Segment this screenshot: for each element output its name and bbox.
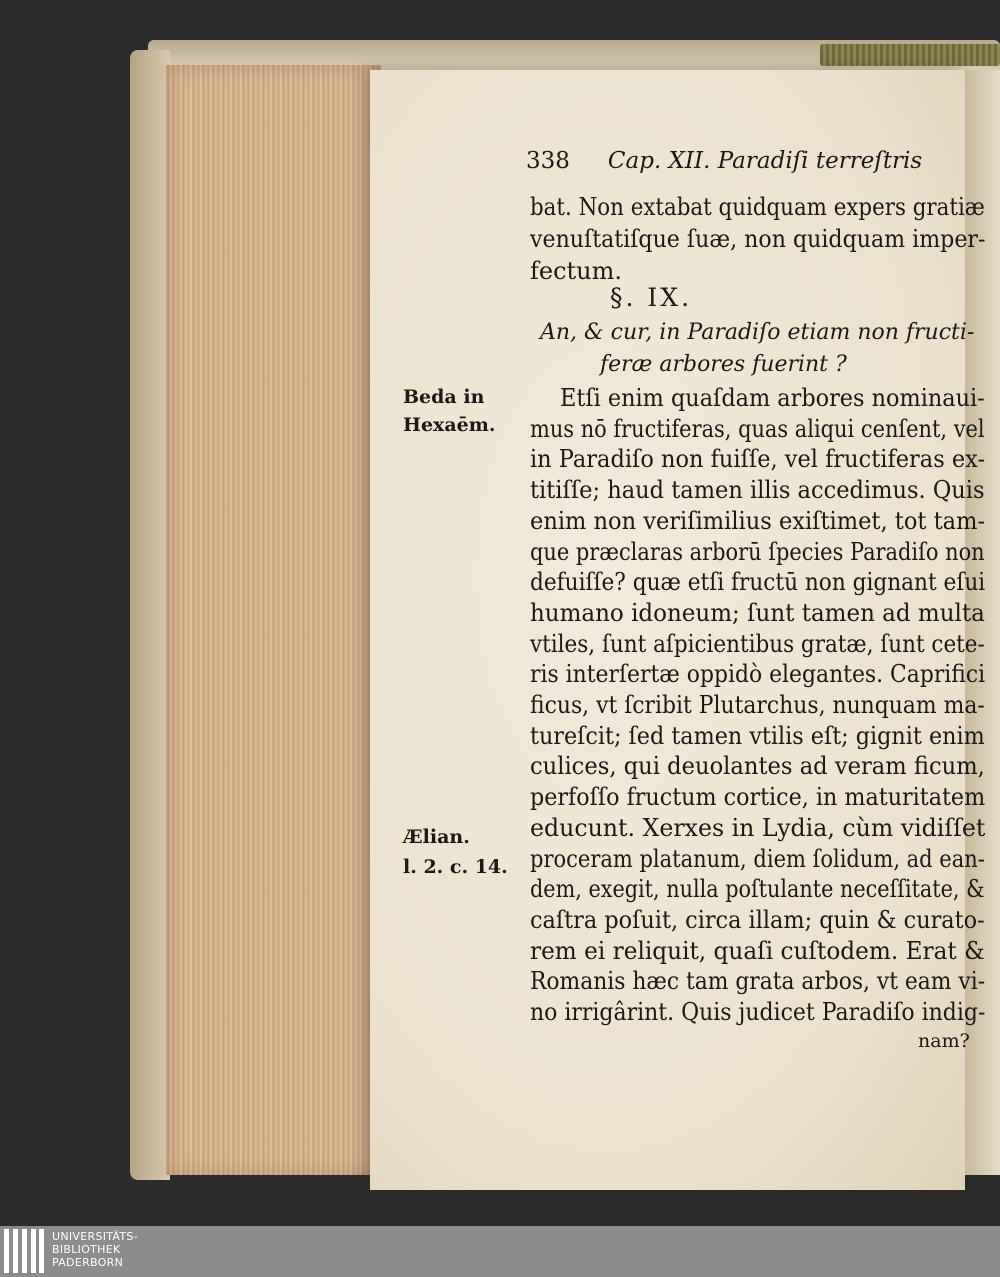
library-footer: [0, 1226, 1000, 1277]
bookmark-ribbon: [820, 44, 1000, 66]
book-cover-spine: [130, 50, 170, 1180]
text-line: proceram platanum, diem ſolidum, ad ean-: [530, 844, 985, 873]
running-header: [526, 148, 922, 174]
text-line: ficus, vt ſcribit Plutarchus, nunquam ma-: [530, 691, 985, 719]
text-line: fectum.: [530, 257, 623, 285]
text-line: in Paradiſo non fuiſſe, vel fructiferas ex-: [530, 445, 986, 474]
text-line: mus nō fructiferas, quas aliqui cenſent, vel: [530, 414, 985, 443]
section-question-line: An, & cur, in Paradiſo etiam non fructi-: [540, 320, 975, 345]
library-logo-icon: [4, 1229, 44, 1273]
library-name-line: PADERBORN: [52, 1256, 124, 1269]
text-line: dem, exegit, nulla poſtulante neceſſitate, &: [530, 875, 985, 904]
text-line: rem ei reliquit, quaſi cuſtodem. Erat &: [530, 936, 985, 965]
marginal-note: Beda in: [403, 386, 485, 408]
marginal-note: Ælian.: [403, 826, 470, 848]
marginal-note: l. 2. c. 14.: [403, 856, 508, 878]
text-line: venuſtatiſque ſuæ, non quidquam imper-: [530, 225, 986, 253]
text-line: que præclaras arborū ſpecies Paradiſo non: [530, 537, 985, 566]
text-line: caſtra poſuit, circa illam; quin & curato-: [530, 905, 985, 934]
text-line: Romanis hæc tam grata arbos, vt eam vi-: [530, 967, 986, 996]
text-line: vtiles, ſunt aſpicientibus gratæ, ſunt cete-: [530, 629, 985, 658]
page-number: 338: [526, 148, 570, 174]
library-name-line: UNIVERSITÄTS-: [52, 1230, 138, 1243]
text-line: educunt. Xerxes in Lydia, cùm vidiſſet: [530, 813, 986, 842]
text-line: no irrigârint. Quis judicet Paradiſo indig-: [530, 998, 986, 1026]
text-line: tureſcit; ſed tamen vtilis eſt; gignit enim: [530, 721, 985, 750]
library-name-line: BIBLIOTHEK: [52, 1243, 121, 1256]
section-heading: §. IX.: [610, 283, 693, 312]
text-line: titiſſe; haud tamen illis accedimus. Quis: [530, 476, 985, 505]
text-line: humano idoneum; ſunt tamen ad multa: [530, 598, 985, 627]
library-name: [52, 1230, 138, 1269]
text-line: culices, qui deuolantes ad veram ficum,: [530, 752, 985, 781]
catchword: nam?: [918, 1030, 970, 1052]
section-question-line: feræ arbores fuerint ?: [600, 352, 847, 377]
running-title: Cap. XII. Paradiſi terreſtris: [607, 148, 923, 174]
text-line: enim non veriſimilius exiſtimet, tot tam-: [530, 506, 986, 535]
text-line: perfoſſo fructum cortice, in maturitatem: [530, 783, 986, 812]
text-line: ris interſertæ oppidò elegantes. Caprifici: [530, 660, 986, 689]
page-edges: [166, 65, 381, 1175]
text-line: defuiſſe? quæ etſi fructū non gignant eſui: [530, 568, 986, 597]
text-line: bat. Non extabat quidquam expers gratiæ: [530, 193, 985, 221]
text-line: Etſi enim quaſdam arbores nominaui-: [560, 384, 985, 412]
marginal-note: Hexaēm.: [403, 414, 496, 436]
